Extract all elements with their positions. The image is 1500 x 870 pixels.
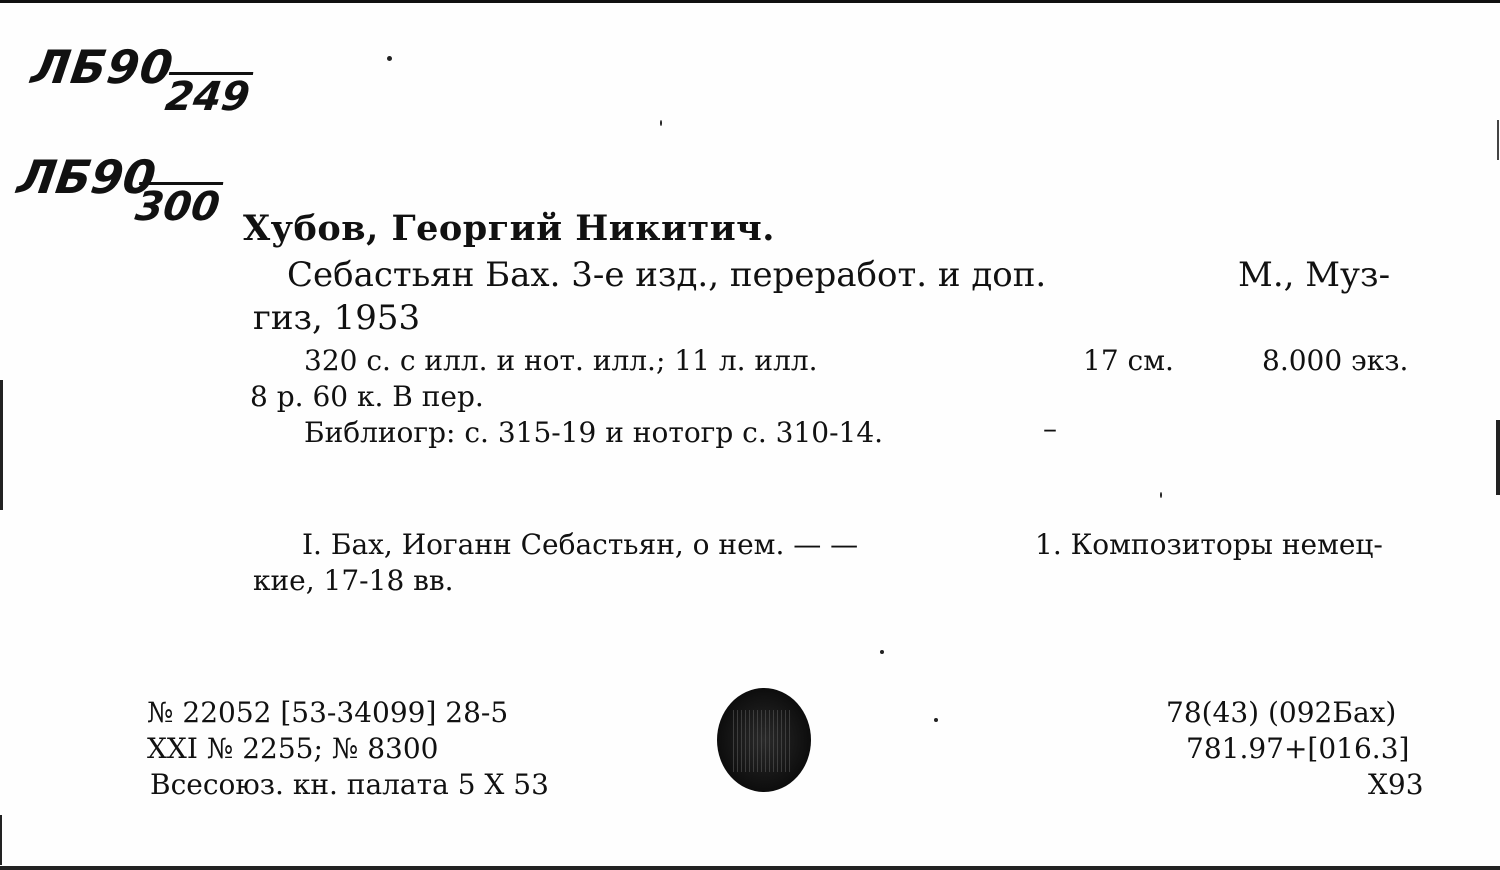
speck [880,650,884,654]
speck [660,120,662,126]
bibliography-note: Библиогр: с. 315-19 и нотогр с. 310-14. [304,416,884,449]
subject-tracing-person: I. Бах, Иоганн Себастьян, о нем. — — [302,528,859,561]
speck [934,718,938,722]
shelf-mark-2: ЛБ90 [14,150,160,204]
card-edge-left-lower [0,815,2,865]
classification-1: 78(43) (092Бах) [1166,696,1397,729]
print-run: 8.000 экз. [1262,344,1409,377]
collation-pages: 320 с. с илл. и нот. илл.; 11 л. илл. [304,344,818,377]
card-edge-right [1496,420,1500,495]
series-number: XXI № 2255; № 8300 [147,732,439,765]
card-edge-bottom [0,866,1500,870]
punch-hole-texture [733,710,791,772]
shelf-mark-2-number: 300 [132,184,223,230]
card-edge-left [0,380,3,510]
author-mark: Х93 [1368,768,1424,801]
subject-tracing-topic: 1. Композиторы немец- [1035,528,1383,561]
classification-2: 781.97+[016.3] [1186,732,1410,765]
speck [387,56,392,61]
shelf-mark-1: ЛБ90 [28,40,178,94]
chamber-imprint: Всесоюз. кн. палата 5 X 53 [150,768,549,801]
bibliography-dash: – [1043,412,1057,445]
title-line-1: Себастьян Бах. 3-е изд., переработ. и доп. [287,255,1047,295]
shelf-mark-1-number: 249 [162,74,253,120]
collation-size: 17 см. [1083,344,1174,377]
price-binding: 8 р. 60 к. В пер. [250,380,484,413]
card-number: № 22052 [53-34099] 28-5 [147,696,509,729]
title-line-2: гиз, 1953 [253,298,421,338]
card-edge-right-upper [1497,120,1499,160]
subject-tracing-topic-cont: кие, 17-18 вв. [253,564,454,597]
author-heading: Хубов, Георгий Никитич. [243,208,775,249]
card-edge-top [0,0,1500,3]
speck [1160,492,1162,498]
publisher-place: М., Муз- [1238,255,1391,295]
